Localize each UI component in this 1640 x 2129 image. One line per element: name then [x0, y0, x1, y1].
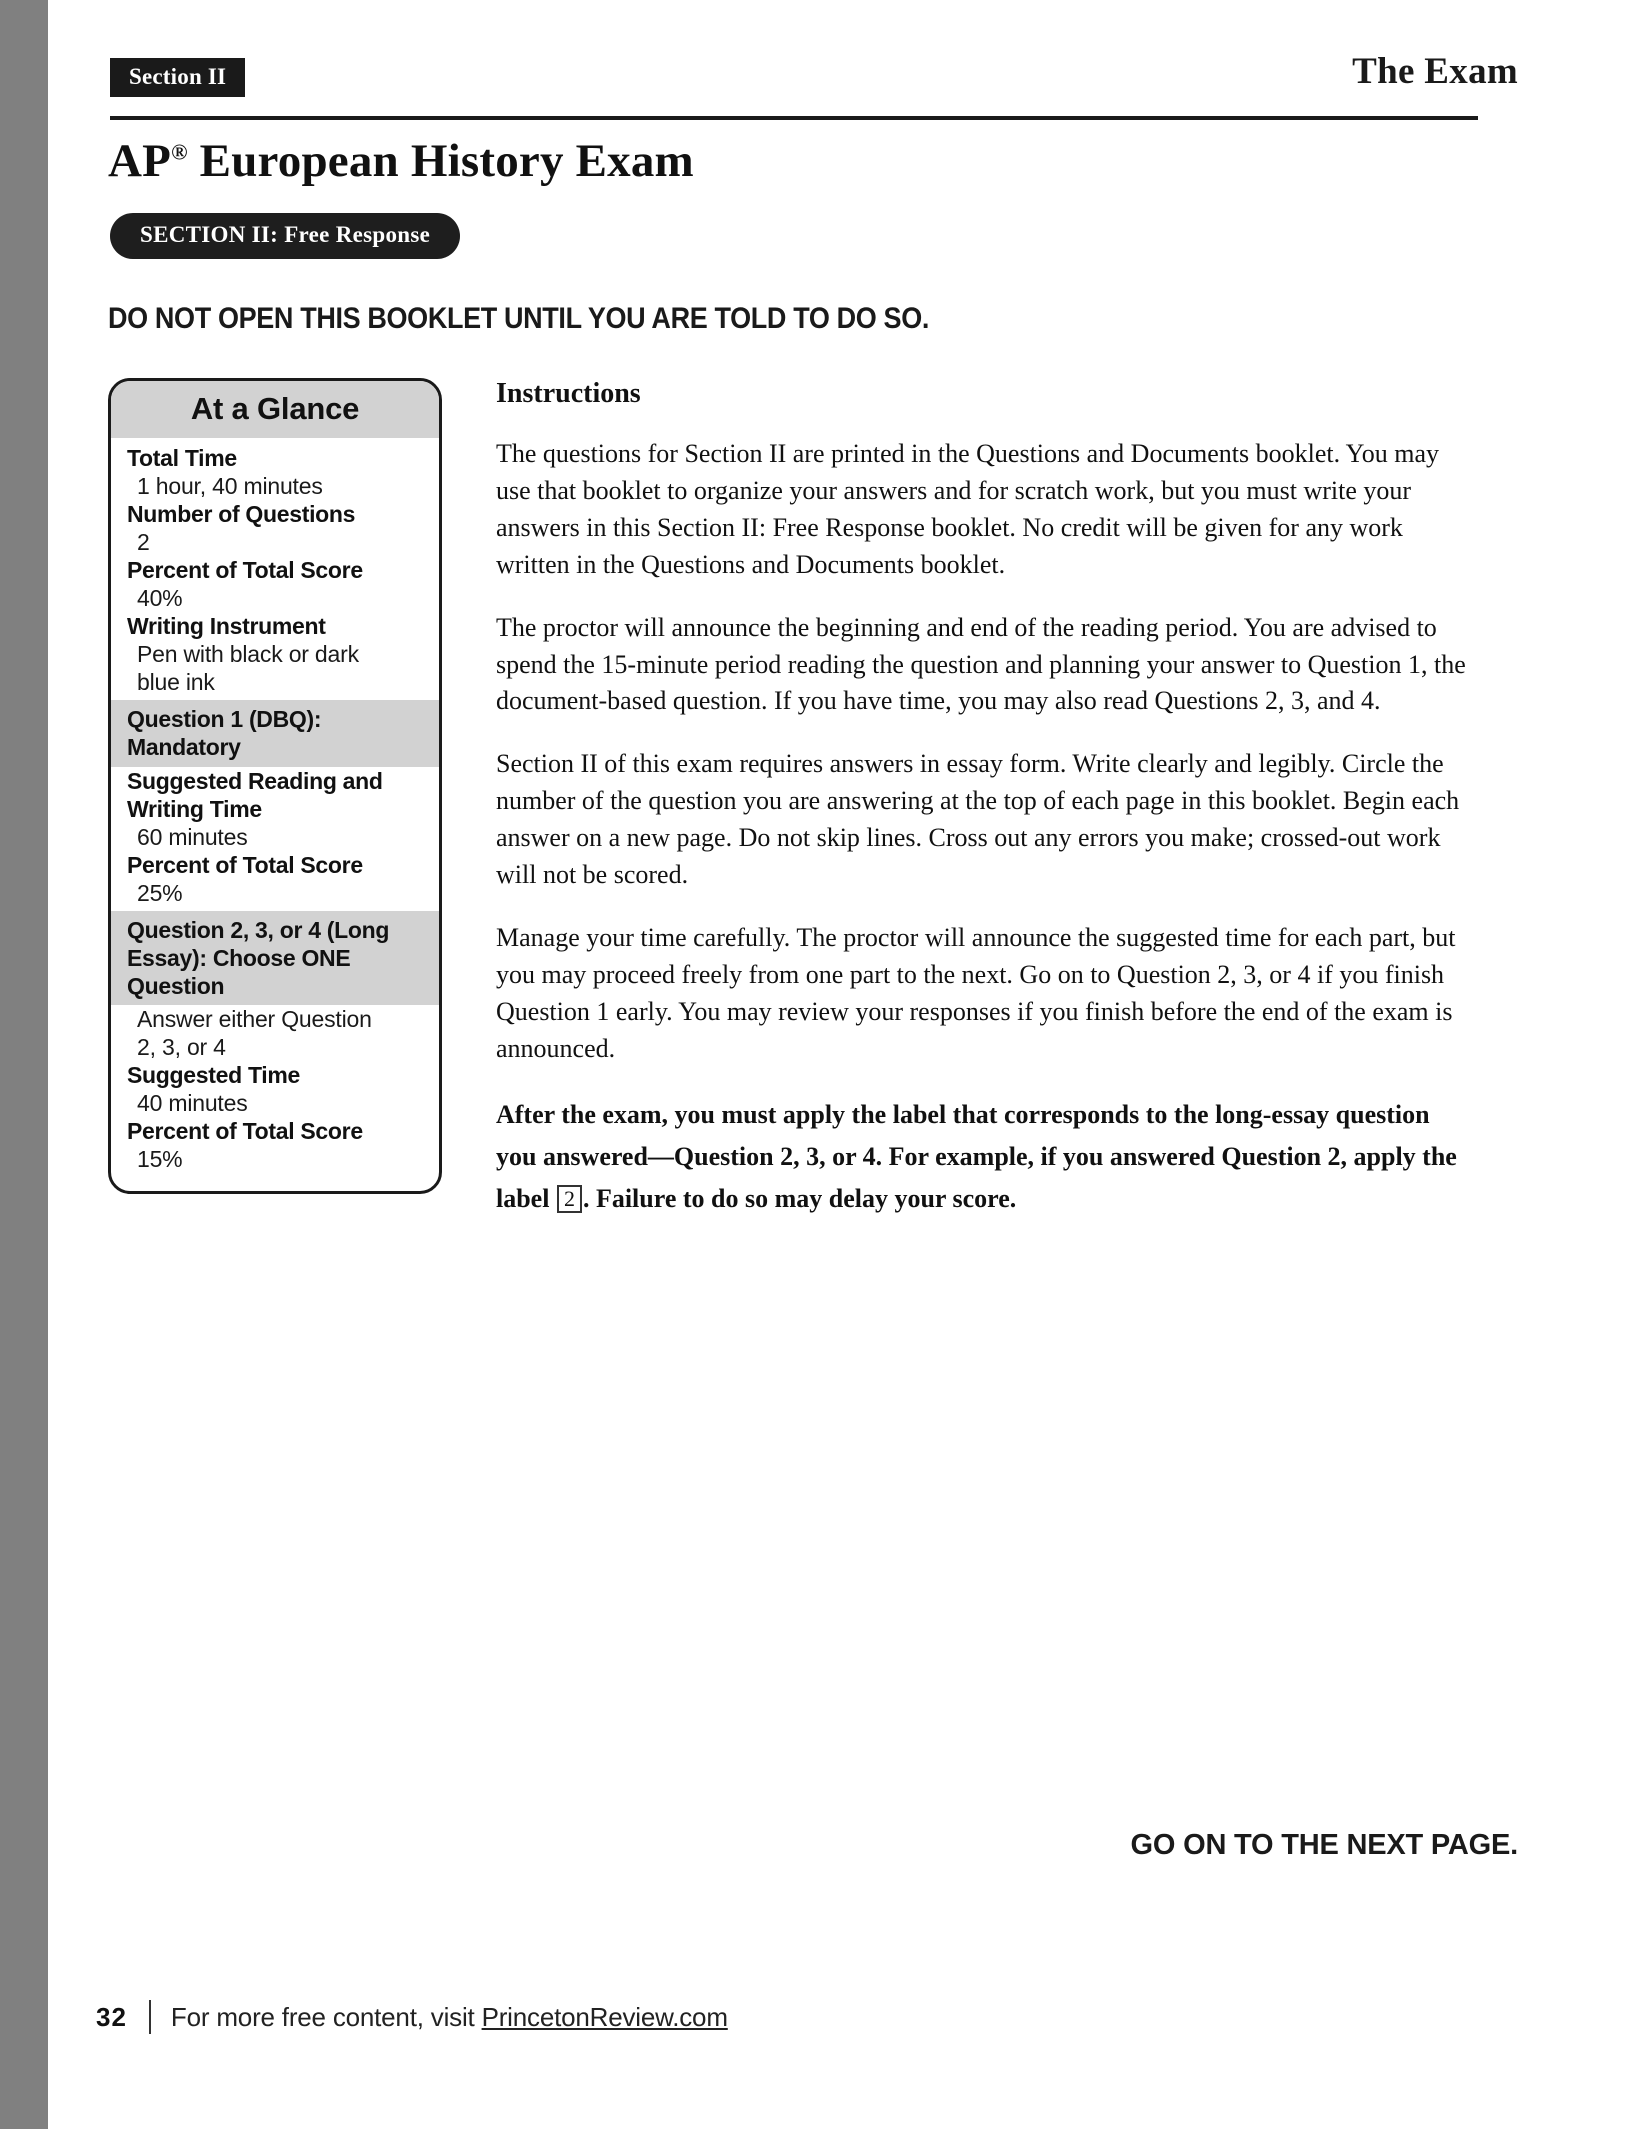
glance-row: Total Time: [127, 445, 237, 471]
page-title: [108, 134, 694, 188]
glance-row: 15%: [137, 1146, 183, 1173]
glance-row: 25%: [137, 879, 183, 906]
glance-row: blue ink: [137, 669, 215, 696]
header-divider-rule: [110, 116, 1478, 120]
instructions-paragraph: Manage your time carefully. The proctor will announce the suggested time for each part, but you may proceed freely from one part to the next. Go on to Question 2, 3, or 4 if you finish Question 1 early. You may review your responses if you finish before the end of the exam is announced.: [496, 922, 1456, 1063]
registered-trademark-icon: ®: [171, 139, 188, 165]
glance-row: Pen with black or dark: [137, 641, 359, 668]
glance-band-heading-line: Essay): Choose ONE: [127, 944, 351, 971]
page-number: 32: [96, 2001, 127, 2032]
glance-row: Suggested Reading and: [127, 767, 383, 794]
section-pill-badge: SECTION II: Free Response: [110, 213, 460, 259]
glance-band-heading-line: Mandatory: [127, 734, 241, 761]
footer-promo-prefix: For more free content, visit: [170, 2001, 482, 2032]
at-a-glance-group-question-2-3-4: [111, 1005, 439, 1173]
footer-divider: [149, 2000, 151, 2034]
at-a-glance-box: [108, 378, 442, 1194]
instructions-label-paragraph: [496, 1094, 1472, 1220]
glance-row: Answer either Question: [137, 1005, 372, 1032]
left-gray-margin-bar: [0, 0, 48, 2129]
glance-row: Writing Instrument: [127, 613, 326, 640]
page-title-rest: European History Exam: [187, 135, 694, 187]
instructions-paragraph: Section II of this exam requires answers in essay form. Write clearly and legibly. Circle the number of the question you are answering at the top of each page in this booklet. Begin each answer on a new page. Do not skip lines. Cross out any errors you make; crossed-out work will not be scored.: [496, 749, 1460, 890]
glance-row: Percent of Total Score: [127, 851, 363, 878]
glance-band-heading-line: Question 2, 3, or 4 (Long: [127, 916, 390, 943]
at-a-glance-body: [111, 438, 439, 1191]
glance-row: Percent of Total Score: [127, 1118, 363, 1145]
glance-band-question-2-3-4: [111, 911, 439, 1005]
instructions-column: [496, 378, 1472, 1246]
glance-row: Writing Time: [127, 795, 262, 822]
page-footer: [96, 2000, 728, 2034]
do-not-open-warning: DO NOT OPEN THIS BOOKLET UNTIL YOU ARE TOLD TO DO SO.: [108, 302, 929, 335]
at-a-glance-group-general: [111, 438, 439, 696]
section-tab-badge: Section II: [110, 58, 245, 97]
glance-row: Number of Questions: [127, 501, 356, 528]
glance-row: 2: [137, 529, 150, 556]
glance-row: 2, 3, or 4: [137, 1033, 226, 1060]
at-a-glance-group-question-1: [111, 767, 439, 907]
glance-row: 60 minutes: [137, 823, 248, 850]
glance-row: 1 hour, 40 minutes: [137, 473, 323, 500]
footer-promo-text: [171, 2002, 728, 2033]
page-title-ap: AP: [108, 135, 172, 187]
glance-row: Suggested Time: [127, 1061, 301, 1088]
go-on-next-page-notice: GO ON TO THE NEXT PAGE.: [1130, 1829, 1518, 1861]
glance-band-heading-line: Question 1 (DBQ):: [127, 706, 322, 733]
instructions-heading: Instructions: [496, 378, 641, 409]
instructions-paragraph: The proctor will announce the beginning and end of the reading period. You are advised to spend the 15-minute period reading the question and planning your answer to Question 1, the document-based question. If you have time, you may also read Questions 2, 3, and 4.: [496, 612, 1466, 716]
label-paragraph-after: . Failure to do so may delay your score.: [582, 1183, 1017, 1213]
glance-row: Percent of Total Score: [127, 557, 363, 584]
glance-row: 40%: [137, 585, 183, 612]
glance-row: 40 minutes: [137, 1090, 248, 1117]
glance-band-question-1: [111, 700, 439, 766]
at-a-glance-title: At a Glance: [111, 381, 439, 438]
instructions-paragraph: The questions for Section II are printed in the Questions and Documents booklet. You may use that booklet to organize your answers and for scratch work, but you must write your answers in this Section II: Free Response booklet. No credit will be given for any work written in the Questions and Documents booklet.: [496, 439, 1440, 579]
label-paragraph-before: After the exam, you must apply the label that corresponds to the long-essay question you answered—Question 2, 3, or 4. For example, if you answered Question 2, apply the label: [496, 1099, 1457, 1213]
glance-band-heading-line: Question: [127, 972, 225, 999]
running-head: The Exam: [1352, 51, 1518, 92]
question-label-box: 2: [557, 1185, 582, 1213]
princeton-review-link[interactable]: PrincetonReview.com: [481, 2001, 728, 2032]
